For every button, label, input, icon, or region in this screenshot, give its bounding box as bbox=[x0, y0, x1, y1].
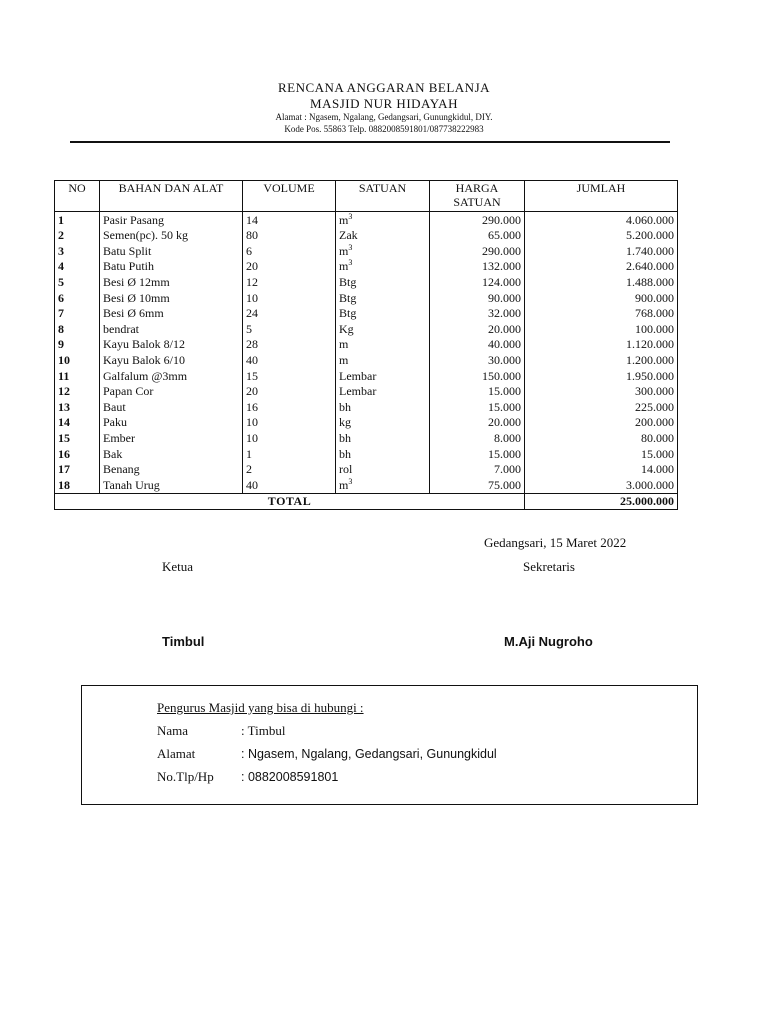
left-signer-role: Ketua bbox=[162, 559, 194, 574]
row-unit bbox=[336, 384, 430, 400]
contact-address-value: : Ngasem, Ngalang, Gedangsari, Gunungkidul bbox=[241, 747, 497, 761]
row-unit-text: Btg bbox=[339, 274, 357, 289]
row-volume: 12 bbox=[243, 274, 336, 290]
contact-name-label: Nama bbox=[157, 723, 189, 738]
row-price: 75.000 bbox=[430, 477, 525, 493]
row-item: Batu Split bbox=[100, 243, 243, 259]
row-number: 16 bbox=[55, 446, 100, 462]
left-signer-name: Timbul bbox=[162, 634, 205, 649]
row-volume: 24 bbox=[243, 306, 336, 322]
row-unit bbox=[336, 274, 430, 290]
row-price: 20.000 bbox=[430, 415, 525, 431]
row-number: 9 bbox=[55, 337, 100, 353]
row-amount: 15.000 bbox=[525, 446, 678, 462]
row-amount: 300.000 bbox=[525, 384, 678, 400]
row-amount: 14.000 bbox=[525, 462, 678, 478]
row-unit bbox=[336, 446, 430, 462]
row-amount: 1.740.000 bbox=[525, 243, 678, 259]
row-price: 124.000 bbox=[430, 274, 525, 290]
row-price: 7.000 bbox=[430, 462, 525, 478]
row-unit-text: Lembar bbox=[339, 368, 377, 383]
col-item-header: BAHAN DAN ALAT bbox=[100, 181, 243, 212]
table-row bbox=[55, 321, 678, 337]
contact-address-row bbox=[157, 746, 497, 762]
row-item: Paku bbox=[100, 415, 243, 431]
table-row bbox=[55, 290, 678, 306]
row-unit bbox=[336, 259, 430, 275]
row-price: 290.000 bbox=[430, 212, 525, 228]
row-unit bbox=[336, 415, 430, 431]
row-item: Benang bbox=[100, 462, 243, 478]
row-item: Bak bbox=[100, 446, 243, 462]
row-volume: 16 bbox=[243, 399, 336, 415]
row-price: 65.000 bbox=[430, 228, 525, 244]
row-volume: 1 bbox=[243, 446, 336, 462]
table-row bbox=[55, 368, 678, 384]
row-number: 1 bbox=[55, 212, 100, 228]
row-unit bbox=[336, 462, 430, 478]
row-volume: 20 bbox=[243, 259, 336, 275]
row-unit-text: kg bbox=[339, 415, 351, 430]
row-item: Baut bbox=[100, 399, 243, 415]
unit-exponent: 3 bbox=[348, 243, 353, 252]
row-amount: 768.000 bbox=[525, 306, 678, 322]
row-unit-text: Kg bbox=[339, 321, 354, 336]
contact-phone-label: No.Tlp/Hp bbox=[157, 769, 214, 784]
contact-name-row bbox=[157, 723, 285, 739]
contact-box bbox=[81, 685, 698, 805]
table-row bbox=[55, 274, 678, 290]
table-header-row bbox=[55, 181, 678, 212]
row-amount: 5.200.000 bbox=[525, 228, 678, 244]
table-row bbox=[55, 228, 678, 244]
row-unit-text: m bbox=[339, 352, 349, 367]
row-number: 12 bbox=[55, 384, 100, 400]
row-unit bbox=[336, 399, 430, 415]
row-price: 15.000 bbox=[430, 384, 525, 400]
col-unit-header: SATUAN bbox=[336, 181, 430, 212]
row-item: bendrat bbox=[100, 321, 243, 337]
row-number: 7 bbox=[55, 306, 100, 322]
table-row bbox=[55, 384, 678, 400]
unit-exponent: 3 bbox=[348, 258, 353, 268]
row-unit bbox=[336, 352, 430, 368]
row-amount: 200.000 bbox=[525, 415, 678, 431]
table-row bbox=[55, 430, 678, 446]
row-price: 15.000 bbox=[430, 399, 525, 415]
row-volume: 10 bbox=[243, 290, 336, 306]
table-row bbox=[55, 212, 678, 228]
row-price: 15.000 bbox=[430, 446, 525, 462]
row-unit-text: Lembar bbox=[339, 384, 377, 399]
row-item: Galfalum @3mm bbox=[100, 368, 243, 384]
row-price: 20.000 bbox=[430, 321, 525, 337]
row-item: Batu Putih bbox=[100, 259, 243, 275]
row-price: 30.000 bbox=[430, 352, 525, 368]
row-volume: 10 bbox=[243, 415, 336, 431]
row-price: 290.000 bbox=[430, 243, 525, 259]
table-row bbox=[55, 462, 678, 478]
row-unit-text: Zak bbox=[339, 228, 358, 243]
row-number: 10 bbox=[55, 352, 100, 368]
row-number: 13 bbox=[55, 399, 100, 415]
table-row bbox=[55, 352, 678, 368]
contact-heading: Pengurus Masjid yang bisa di hubungi : bbox=[157, 700, 364, 715]
row-volume: 20 bbox=[243, 384, 336, 400]
row-unit-text: m bbox=[339, 259, 349, 274]
table-row bbox=[55, 415, 678, 431]
row-unit bbox=[336, 212, 430, 228]
document-title: RENCANA ANGGARAN BELANJA bbox=[277, 80, 491, 95]
row-item: Besi Ø 12mm bbox=[100, 274, 243, 290]
row-unit-text: bh bbox=[339, 446, 351, 461]
row-amount: 2.640.000 bbox=[525, 259, 678, 275]
row-item: Besi Ø 6mm bbox=[100, 306, 243, 322]
table-row bbox=[55, 306, 678, 322]
col-price-header: HARGA SATUAN bbox=[430, 181, 525, 212]
table-row bbox=[55, 477, 678, 493]
header-divider bbox=[70, 141, 670, 143]
row-item: Tanah Urug bbox=[100, 477, 243, 493]
row-volume: 10 bbox=[243, 430, 336, 446]
table-row bbox=[55, 446, 678, 462]
row-volume: 14 bbox=[243, 212, 336, 228]
contact-phone-row bbox=[157, 769, 338, 785]
row-unit bbox=[336, 430, 430, 446]
right-signer-name: M.Aji Nugroho bbox=[504, 634, 593, 649]
row-number: 11 bbox=[55, 368, 100, 384]
table-row bbox=[55, 399, 678, 415]
mosque-name: MASJID NUR HIDAYAH bbox=[310, 96, 458, 111]
row-amount: 3.000.000 bbox=[525, 477, 678, 493]
contact-phone-value: : 0882008591801 bbox=[241, 770, 339, 784]
row-volume: 80 bbox=[243, 228, 336, 244]
row-unit-text: m bbox=[339, 337, 349, 352]
row-price: 8.000 bbox=[430, 430, 525, 446]
row-price: 90.000 bbox=[430, 290, 525, 306]
row-unit bbox=[336, 477, 430, 493]
row-amount: 1.120.000 bbox=[525, 337, 678, 353]
row-unit bbox=[336, 321, 430, 337]
signature-date: Gedangsari, 15 Maret 2022 bbox=[484, 535, 627, 550]
row-price: 150.000 bbox=[430, 368, 525, 384]
total-value: 25.000.000 bbox=[525, 493, 678, 509]
row-amount: 900.000 bbox=[525, 290, 678, 306]
row-volume: 2 bbox=[243, 462, 336, 478]
contact-address-label: Alamat bbox=[157, 746, 196, 761]
row-number: 18 bbox=[55, 477, 100, 493]
row-unit-text: Btg bbox=[339, 306, 357, 321]
row-unit bbox=[336, 243, 430, 259]
unit-exponent: 3 bbox=[348, 477, 353, 486]
row-amount: 4.060.000 bbox=[525, 212, 678, 228]
col-volume-header: VOLUME bbox=[243, 181, 336, 212]
col-no-header: NO bbox=[55, 181, 100, 212]
row-number: 15 bbox=[55, 430, 100, 446]
row-amount: 100.000 bbox=[525, 321, 678, 337]
row-amount: 80.000 bbox=[525, 430, 678, 446]
row-unit-text: rol bbox=[339, 462, 353, 477]
row-unit-text: bh bbox=[339, 430, 351, 445]
row-number: 17 bbox=[55, 462, 100, 478]
row-volume: 40 bbox=[243, 352, 336, 368]
row-unit-text: m bbox=[339, 212, 349, 227]
row-unit-text: Btg bbox=[339, 290, 357, 305]
row-number: 6 bbox=[55, 290, 100, 306]
right-signer-role: Sekretaris bbox=[523, 559, 575, 574]
row-volume: 28 bbox=[243, 337, 336, 353]
row-item: Semen(pc). 50 kg bbox=[100, 228, 243, 244]
row-number: 14 bbox=[55, 415, 100, 431]
col-amount-header: JUMLAH bbox=[525, 181, 678, 212]
row-item: Papan Cor bbox=[100, 384, 243, 400]
unit-exponent: 3 bbox=[348, 211, 353, 221]
row-item: Kayu Balok 6/10 bbox=[100, 352, 243, 368]
row-price: 40.000 bbox=[430, 337, 525, 353]
row-amount: 1.950.000 bbox=[525, 368, 678, 384]
row-unit bbox=[336, 306, 430, 322]
row-volume: 6 bbox=[243, 243, 336, 259]
row-amount: 1.488.000 bbox=[525, 274, 678, 290]
budget-table bbox=[54, 180, 678, 510]
row-volume: 40 bbox=[243, 477, 336, 493]
row-unit bbox=[336, 228, 430, 244]
contact-line: Kode Pos. 55863 Telp. 0882008591801/087738222983 bbox=[284, 124, 484, 134]
row-number: 5 bbox=[55, 274, 100, 290]
row-item: Kayu Balok 8/12 bbox=[100, 337, 243, 353]
row-unit-text: m bbox=[339, 477, 349, 492]
row-volume: 5 bbox=[243, 321, 336, 337]
row-unit bbox=[336, 368, 430, 384]
row-price: 32.000 bbox=[430, 306, 525, 322]
row-unit-text: bh bbox=[339, 399, 351, 414]
table-row bbox=[55, 259, 678, 275]
row-number: 2 bbox=[55, 228, 100, 244]
row-volume: 15 bbox=[243, 368, 336, 384]
row-number: 3 bbox=[55, 243, 100, 259]
total-row bbox=[55, 493, 678, 509]
row-unit bbox=[336, 290, 430, 306]
row-price: 132.000 bbox=[430, 259, 525, 275]
row-unit-text: m bbox=[339, 243, 349, 258]
row-item: Besi Ø 10mm bbox=[100, 290, 243, 306]
contact-name-value: : Timbul bbox=[241, 723, 286, 738]
row-unit bbox=[336, 337, 430, 353]
row-number: 4 bbox=[55, 259, 100, 275]
row-amount: 225.000 bbox=[525, 399, 678, 415]
table-row bbox=[55, 337, 678, 353]
total-label: TOTAL bbox=[55, 493, 525, 509]
row-item: Pasir Pasang bbox=[100, 212, 243, 228]
row-amount: 1.200.000 bbox=[525, 352, 678, 368]
row-number: 8 bbox=[55, 321, 100, 337]
row-item: Ember bbox=[100, 430, 243, 446]
address-line: Alamat : Ngasem, Ngalang, Gedangsari, Gunungkidul, DIY. bbox=[275, 112, 493, 122]
table-row bbox=[55, 243, 678, 259]
